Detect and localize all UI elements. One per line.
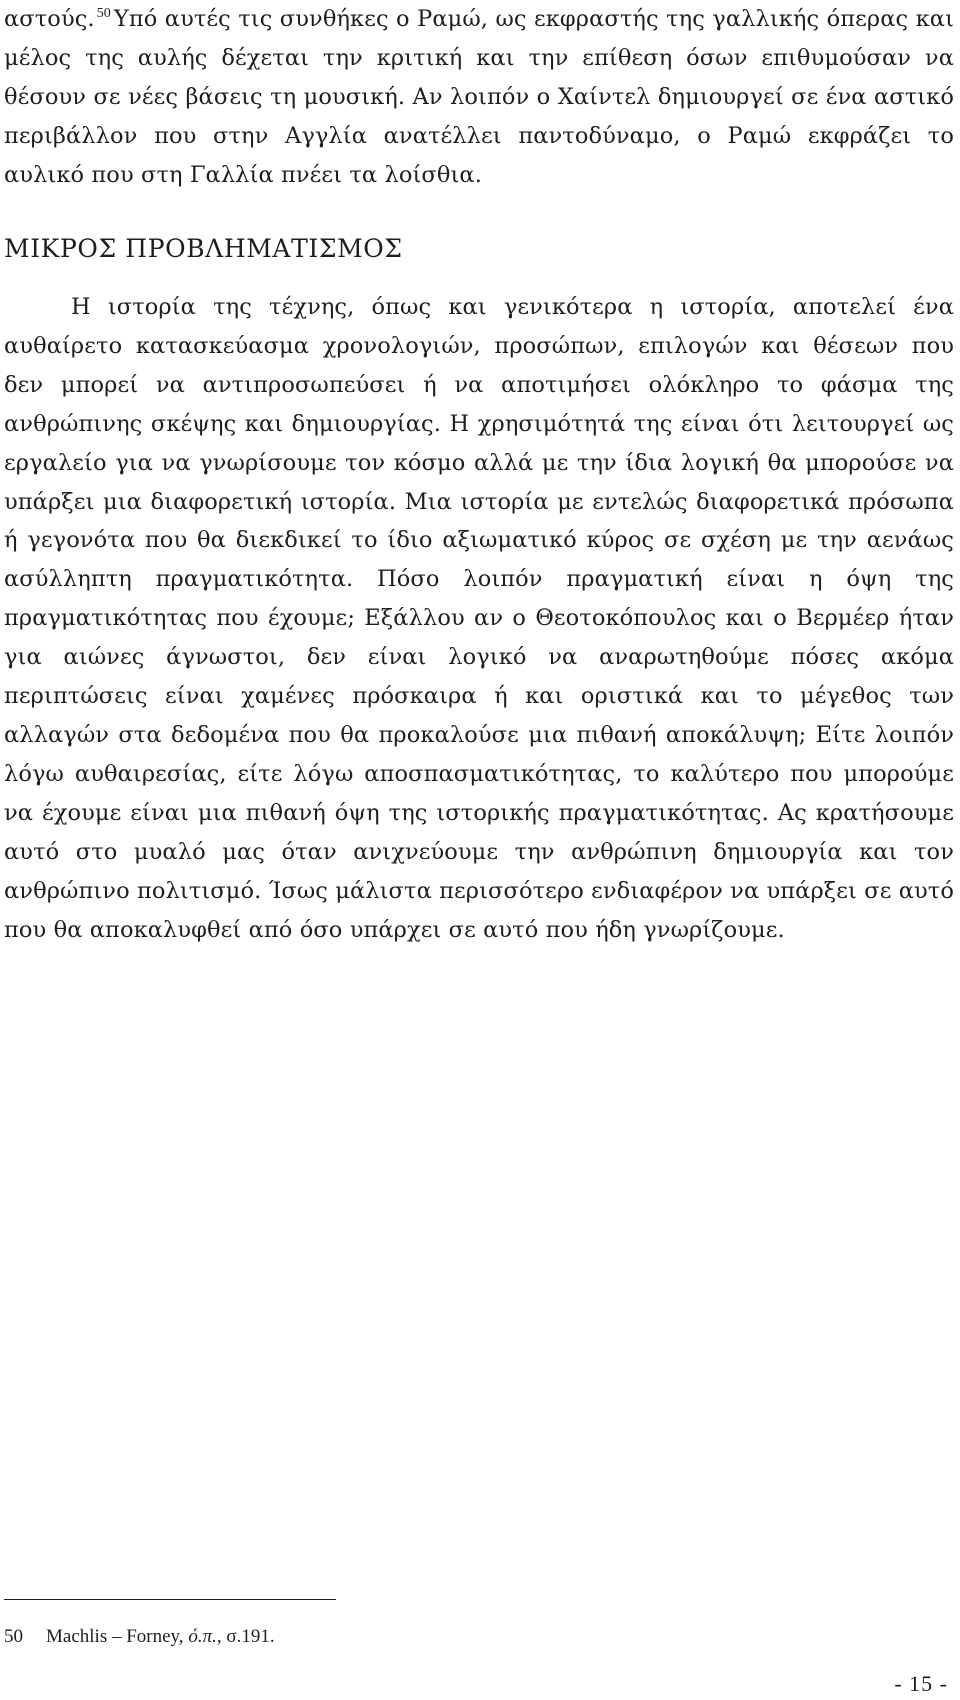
footnote-number: 50 bbox=[4, 1626, 23, 1647]
footnote bbox=[4, 1625, 275, 1649]
footnote-work: ό.π. bbox=[188, 1626, 217, 1647]
paragraph-start: αστούς. bbox=[4, 6, 95, 32]
footnote-separator bbox=[4, 1599, 336, 1600]
body-paragraph: Η ιστορία της τέχνης, όπως και γενικότερα η ιστορία, αποτελεί ένα αυθαίρετο κατασκεύασμα χρονολογιών, προσώπων, επιλογών και θέσεων που δεν μπορεί να αντιπροσωπεύσει ή να αποτιμήσει ολόκληρο το φάσμα της ανθρώπινης σκέψης και δημιουργίας. Η χρησιμότητά της είναι ότι λειτουργεί ως εργαλείο για να γνωρίσουμε τον κόσμο αλλά με την ίδια λογική θα μπορούσε να υπάρξει μια διαφορετική ιστορία. Μια ιστορία με εντελώς διαφορετικά πρόσωπα ή γεγονότα που θα διεκδικεί το ίδιο αξιωματικό κύρος σε σχέση με την αενάως ασύλληπτη πραγματικότητα. Πόσο λοιπόν πραγματική είναι η όψη της πραγματικότητας που έχουμε; Εξάλλου αν ο Θεοτοκόπουλος και ο Βερμέερ ήταν για αιώνες άγνωστοι, δεν είναι λογικό να αναρωτηθούμε πόσες ακόμα περιπτώσεις είναι χαμένες πρόσκαιρα ή και οριστικά και το μέγεθος των αλλαγών στα δεδομένα που θα προκαλούσε μια πιθανή αποκάλυψη; Είτε λοιπόν λόγω αυθαιρεσίας, είτε λόγω αποσπασματικότητας, το καλύτερο που μπορούμε να έχουμε είναι μια πιθανή όψη της ιστορικής πραγματικότητας. Ας κρατήσουμε αυτό στο μυαλό μας όταν ανιχνεύουμε την ανθρώπινη δημιουργία και τον ανθρώπινο πολιτισμό. Ίσως μάλιστα περισσότερο ενδιαφέρον να υπάρξει σε αυτό που θα αποκαλυφθεί από όσο υπάρχει σε αυτό που ήδη γνωρίζουμε. bbox=[4, 294, 954, 943]
paragraph-rest: Υπό αυτές τις συνθήκες ο Ραμώ, ως εκφραστής της γαλλικής όπερας και μέλος της αυλής δέχεται την κριτική και την επίθεση όσων επιθυμούσαν να θέσουν σε νέες βάσεις τη μουσική. Αν λοιπόν ο Χαίντελ δημιουργεί σε ένα αστικό περιβάλλον που στην Αγγλία ανατέλλει παντοδύναμο, ο Ραμώ εκφράζει το αυλικό που στη Γαλλία πνέει τα λοίσθια. bbox=[4, 6, 954, 188]
footnote-page: , σ.191. bbox=[216, 1626, 275, 1647]
footnote-reference[interactable]: 50 bbox=[96, 6, 111, 21]
footnote-author: Machlis – Forney, bbox=[46, 1626, 184, 1647]
page-number: - 15 - bbox=[894, 1671, 948, 1696]
paragraph-continued bbox=[4, 0, 954, 195]
section-heading: ΜΙΚΡΟΣ ΠΡΟΒΛΗΜΑΤΙΣΜΟΣ bbox=[4, 234, 403, 263]
